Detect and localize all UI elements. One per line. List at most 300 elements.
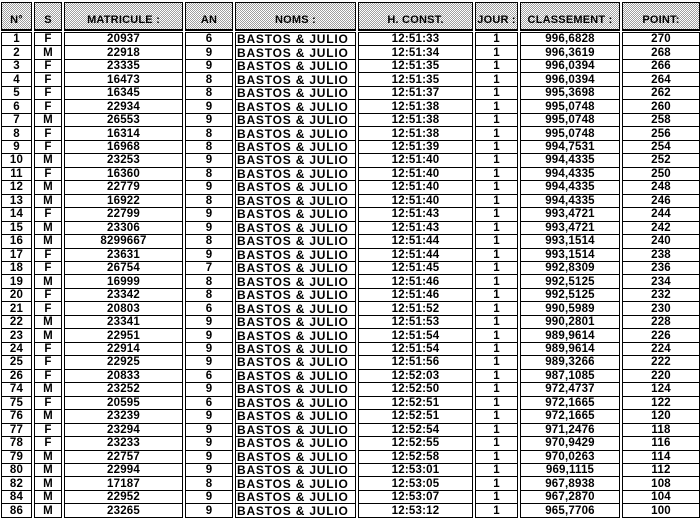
cell-classement-row-82: 967,8938 (521, 476, 619, 489)
cell-classement-row-21: 990,5989 (521, 301, 619, 314)
cell-matricule-row-3: 23335 (65, 59, 182, 72)
cell-an-row-13: 8 (186, 194, 232, 207)
cell-jour-row-7: 1 (476, 113, 517, 126)
cell-matricule-row-24: 22914 (65, 342, 182, 355)
cell-s-row-86: M (35, 503, 61, 516)
cell-hconst-row-21: 12:51:52 (359, 301, 472, 314)
cell-hconst-row-12: 12:51:40 (359, 180, 472, 193)
cell-classement-row-17: 993,1514 (521, 248, 619, 261)
cell-an-row-6: 9 (186, 99, 232, 112)
cell-an-row-82: 8 (186, 476, 232, 489)
cell-s-row-25: F (35, 355, 61, 368)
cell-jour-row-8: 1 (476, 126, 517, 139)
cell-no-row-84: 84 (2, 490, 31, 503)
cell-an-row-21: 6 (186, 301, 232, 314)
cell-point-row-22: 228 (623, 315, 699, 328)
cell-point-row-77: 118 (623, 423, 699, 436)
cell-hconst-row-86: 12:53:12 (359, 503, 472, 516)
cell-noms-row-19: BASTOS & JULIO (236, 274, 355, 287)
cell-classement-row-2: 996,3619 (521, 45, 619, 58)
cell-hconst-row-10: 12:51:40 (359, 153, 472, 166)
cell-classement-row-24: 989,9614 (521, 342, 619, 355)
cell-an-row-84: 9 (186, 490, 232, 503)
cell-hconst-row-77: 12:52:54 (359, 423, 472, 436)
column-body-an (185, 32, 233, 518)
cell-an-row-79: 9 (186, 450, 232, 463)
column-matricule (64, 2, 183, 518)
cell-matricule-row-76: 23239 (65, 409, 182, 422)
cell-point-row-18: 236 (623, 261, 699, 274)
cell-s-row-11: F (35, 167, 61, 180)
cell-classement-row-78: 970,9429 (521, 436, 619, 449)
cell-classement-row-86: 965,7706 (521, 503, 619, 516)
cell-classement-row-26: 987,1085 (521, 369, 619, 382)
cell-no-row-82: 82 (2, 476, 31, 489)
cell-no-row-19: 19 (2, 274, 31, 287)
cell-no-row-23: 23 (2, 328, 31, 341)
cell-classement-row-9: 994,7531 (521, 140, 619, 153)
cell-jour-row-21: 1 (476, 301, 517, 314)
cell-noms-row-82: BASTOS & JULIO (236, 476, 355, 489)
cell-no-row-20: 20 (2, 288, 31, 301)
cell-point-row-23: 226 (623, 328, 699, 341)
cell-no-row-12: 12 (2, 180, 31, 193)
cell-noms-row-5: BASTOS & JULIO (236, 86, 355, 99)
cell-classement-row-84: 967,2870 (521, 490, 619, 503)
cell-classement-row-12: 994,4335 (521, 180, 619, 193)
cell-s-row-77: F (35, 423, 61, 436)
cell-no-row-26: 26 (2, 369, 31, 382)
cell-noms-row-26: BASTOS & JULIO (236, 369, 355, 382)
column-body-point (622, 32, 700, 518)
cell-jour-row-13: 1 (476, 194, 517, 207)
cell-classement-row-75: 972,1665 (521, 396, 619, 409)
cell-jour-row-16: 1 (476, 234, 517, 247)
cell-point-row-10: 252 (623, 153, 699, 166)
cell-classement-row-80: 969,1115 (521, 463, 619, 476)
cell-noms-row-76: BASTOS & JULIO (236, 409, 355, 422)
cell-no-row-21: 21 (2, 301, 31, 314)
cell-jour-row-14: 1 (476, 207, 517, 220)
cell-classement-row-3: 996,0394 (521, 59, 619, 72)
cell-s-row-9: F (35, 140, 61, 153)
cell-an-row-24: 9 (186, 342, 232, 355)
cell-hconst-row-25: 12:51:56 (359, 355, 472, 368)
cell-matricule-row-23: 22951 (65, 328, 182, 341)
cell-jour-row-2: 1 (476, 45, 517, 58)
cell-matricule-row-13: 16922 (65, 194, 182, 207)
cell-s-row-3: F (35, 59, 61, 72)
cell-point-row-11: 250 (623, 167, 699, 180)
cell-point-row-84: 104 (623, 490, 699, 503)
cell-an-row-74: 9 (186, 382, 232, 395)
cell-noms-row-18: BASTOS & JULIO (236, 261, 355, 274)
cell-noms-row-7: BASTOS & JULIO (236, 113, 355, 126)
column-body-noms (235, 32, 356, 518)
cell-point-row-13: 246 (623, 194, 699, 207)
cell-classement-row-15: 993,4721 (521, 221, 619, 234)
column-jour (475, 2, 518, 518)
cell-matricule-row-14: 22799 (65, 207, 182, 220)
cell-no-row-14: 14 (2, 207, 31, 220)
cell-hconst-row-75: 12:52:51 (359, 396, 472, 409)
column-header-jour: JOUR : (475, 2, 518, 31)
column-point (622, 2, 700, 518)
column-body-no (1, 32, 32, 518)
cell-point-row-12: 248 (623, 180, 699, 193)
cell-classement-row-22: 990,2801 (521, 315, 619, 328)
cell-noms-row-84: BASTOS & JULIO (236, 490, 355, 503)
cell-hconst-row-5: 12:51:37 (359, 86, 472, 99)
cell-hconst-row-19: 12:51:46 (359, 274, 472, 287)
cell-s-row-80: M (35, 463, 61, 476)
column-no (1, 2, 32, 518)
cell-hconst-row-17: 12:51:44 (359, 248, 472, 261)
cell-hconst-row-6: 12:51:38 (359, 99, 472, 112)
cell-point-row-25: 222 (623, 355, 699, 368)
cell-matricule-row-84: 22952 (65, 490, 182, 503)
cell-matricule-row-79: 22757 (65, 450, 182, 463)
cell-matricule-row-9: 16968 (65, 140, 182, 153)
cell-an-row-14: 9 (186, 207, 232, 220)
cell-classement-row-77: 971,2476 (521, 423, 619, 436)
cell-s-row-15: M (35, 221, 61, 234)
cell-classement-row-25: 989,3266 (521, 355, 619, 368)
cell-an-row-80: 9 (186, 463, 232, 476)
cell-no-row-16: 16 (2, 234, 31, 247)
cell-jour-row-86: 1 (476, 503, 517, 516)
cell-matricule-row-82: 17187 (65, 476, 182, 489)
cell-noms-row-3: BASTOS & JULIO (236, 59, 355, 72)
cell-point-row-82: 108 (623, 476, 699, 489)
cell-no-row-2: 2 (2, 45, 31, 58)
cell-s-row-78: F (35, 436, 61, 449)
cell-s-row-7: M (35, 113, 61, 126)
cell-matricule-row-5: 16345 (65, 86, 182, 99)
cell-noms-row-17: BASTOS & JULIO (236, 248, 355, 261)
column-hconst (358, 2, 473, 518)
cell-point-row-4: 264 (623, 72, 699, 85)
cell-matricule-row-21: 20803 (65, 301, 182, 314)
cell-point-row-8: 256 (623, 126, 699, 139)
cell-jour-row-9: 1 (476, 140, 517, 153)
cell-s-row-4: F (35, 72, 61, 85)
cell-noms-row-14: BASTOS & JULIO (236, 207, 355, 220)
cell-classement-row-4: 996,0394 (521, 72, 619, 85)
column-header-hconst: H. CONST. (358, 2, 473, 31)
cell-an-row-1: 6 (205, 33, 213, 46)
cell-classement-row-74: 972,4737 (521, 382, 619, 395)
cell-noms-row-21: BASTOS & JULIO (236, 301, 355, 314)
cell-noms-row-15: BASTOS & JULIO (236, 221, 355, 234)
cell-an-row-12: 9 (186, 180, 232, 193)
cell-s-row-12: M (35, 180, 61, 193)
cell-s-row-79: M (35, 450, 61, 463)
cell-noms-row-4: BASTOS & JULIO (236, 72, 355, 85)
cell-hconst-row-84: 12:53:07 (359, 490, 472, 503)
cell-matricule-row-75: 20595 (65, 396, 182, 409)
cell-jour-row-76: 1 (476, 409, 517, 422)
cell-hconst-row-14: 12:51:43 (359, 207, 472, 220)
cell-noms-row-13: BASTOS & JULIO (236, 194, 355, 207)
cell-point-row-86: 100 (623, 503, 699, 516)
cell-classement-row-19: 992,5125 (521, 274, 619, 287)
cell-an-row-26: 6 (186, 369, 232, 382)
column-header-classement: CLASSEMENT : (520, 2, 620, 31)
cell-hconst-row-8: 12:51:38 (359, 126, 472, 139)
cell-noms-row-75: BASTOS & JULIO (236, 396, 355, 409)
cell-hconst-row-4: 12:51:35 (359, 72, 472, 85)
cell-classement-row-10: 994,4335 (521, 153, 619, 166)
cell-an-row-9: 8 (186, 140, 232, 153)
cell-point-row-14: 244 (623, 207, 699, 220)
cell-no-row-25: 25 (2, 355, 31, 368)
cell-jour-row-12: 1 (476, 180, 517, 193)
cell-point-row-6: 260 (623, 99, 699, 112)
cell-classement-row-8: 995,0748 (521, 126, 619, 139)
column-header-noms: NOMS : (235, 2, 356, 31)
cell-point-row-16: 240 (623, 234, 699, 247)
cell-an-row-86: 9 (186, 503, 232, 516)
cell-matricule-row-7: 26553 (65, 113, 182, 126)
cell-hconst-row-16: 12:51:44 (359, 234, 472, 247)
cell-jour-row-77: 1 (476, 423, 517, 436)
cell-s-row-1: F (44, 33, 52, 46)
cell-an-row-20: 8 (186, 288, 232, 301)
cell-point-row-21: 230 (623, 301, 699, 314)
cell-an-row-78: 9 (186, 436, 232, 449)
cell-jour-row-6: 1 (476, 99, 517, 112)
cell-matricule-row-11: 16360 (65, 167, 182, 180)
cell-matricule-row-86: 23265 (65, 503, 182, 516)
cell-jour-row-74: 1 (476, 382, 517, 395)
cell-noms-row-79: BASTOS & JULIO (236, 450, 355, 463)
cell-jour-row-10: 1 (476, 153, 517, 166)
cell-matricule-row-10: 23253 (65, 153, 182, 166)
cell-s-row-82: M (35, 476, 61, 489)
cell-point-row-19: 234 (623, 274, 699, 287)
cell-classement-row-79: 970,0263 (521, 450, 619, 463)
cell-jour-row-25: 1 (476, 355, 517, 368)
cell-hconst-row-2: 12:51:34 (359, 45, 472, 58)
cell-point-row-26: 220 (623, 369, 699, 382)
cell-point-row-78: 116 (623, 436, 699, 449)
cell-hconst-row-1: 12:51:33 (391, 33, 440, 46)
cell-hconst-row-9: 12:51:39 (359, 140, 472, 153)
cell-hconst-row-11: 12:51:40 (359, 167, 472, 180)
column-classement (520, 2, 620, 518)
cell-an-row-8: 8 (186, 126, 232, 139)
cell-jour-row-17: 1 (476, 248, 517, 261)
cell-no-row-77: 77 (2, 423, 31, 436)
cell-an-row-5: 8 (186, 86, 232, 99)
cell-no-row-78: 78 (2, 436, 31, 449)
cell-jour-row-78: 1 (476, 436, 517, 449)
cell-noms-row-11: BASTOS & JULIO (236, 167, 355, 180)
cell-s-row-74: M (35, 382, 61, 395)
cell-classement-row-7: 995,0748 (521, 113, 619, 126)
cell-matricule-row-78: 23233 (65, 436, 182, 449)
cell-matricule-row-18: 26754 (65, 261, 182, 274)
cell-an-row-10: 9 (186, 153, 232, 166)
cell-jour-row-3: 1 (476, 59, 517, 72)
cell-jour-row-22: 1 (476, 315, 517, 328)
cell-noms-row-2: BASTOS & JULIO (236, 45, 355, 58)
column-body-s (34, 32, 62, 518)
cell-matricule-row-12: 22779 (65, 180, 182, 193)
cell-classement-row-6: 995,0748 (521, 99, 619, 112)
column-header-point: POINT: (622, 2, 700, 31)
cell-jour-row-82: 1 (476, 476, 517, 489)
cell-hconst-row-24: 12:51:54 (359, 342, 472, 355)
cell-an-row-77: 9 (186, 423, 232, 436)
cell-noms-row-6: BASTOS & JULIO (236, 99, 355, 112)
cell-hconst-row-18: 12:51:45 (359, 261, 472, 274)
cell-an-row-25: 9 (186, 355, 232, 368)
cell-an-row-16: 8 (186, 234, 232, 247)
cell-an-row-75: 6 (186, 396, 232, 409)
cell-s-row-75: F (35, 396, 61, 409)
cell-hconst-row-20: 12:51:46 (359, 288, 472, 301)
cell-noms-row-24: BASTOS & JULIO (236, 342, 355, 355)
column-body-classement (520, 32, 620, 518)
cell-jour-row-23: 1 (476, 328, 517, 341)
cell-classement-row-14: 993,4721 (521, 207, 619, 220)
cell-hconst-row-15: 12:51:43 (359, 221, 472, 234)
cell-s-row-76: M (35, 409, 61, 422)
cell-jour-row-19: 1 (476, 274, 517, 287)
cell-no-row-4: 4 (2, 72, 31, 85)
column-s (34, 2, 62, 518)
cell-jour-row-20: 1 (476, 288, 517, 301)
cell-noms-row-9: BASTOS & JULIO (236, 140, 355, 153)
cell-noms-row-1: BASTOS & JULIO (237, 33, 349, 46)
cell-noms-row-80: BASTOS & JULIO (236, 463, 355, 476)
cell-no-row-8: 8 (2, 126, 31, 139)
cell-s-row-10: M (35, 153, 61, 166)
cell-point-row-24: 224 (623, 342, 699, 355)
cell-hconst-row-74: 12:52:50 (359, 382, 472, 395)
cell-an-row-18: 7 (186, 261, 232, 274)
cell-no-row-76: 76 (2, 409, 31, 422)
cell-an-row-15: 9 (186, 221, 232, 234)
cell-no-row-5: 5 (2, 86, 31, 99)
cell-no-row-3: 3 (2, 59, 31, 72)
cell-s-row-2: M (35, 45, 61, 58)
cell-no-row-18: 18 (2, 261, 31, 274)
cell-jour-row-26: 1 (476, 369, 517, 382)
cell-noms-row-77: BASTOS & JULIO (236, 423, 355, 436)
cell-noms-row-74: BASTOS & JULIO (236, 382, 355, 395)
cell-noms-row-12: BASTOS & JULIO (236, 180, 355, 193)
cell-matricule-row-2: 22918 (65, 45, 182, 58)
cell-no-row-1: 1 (13, 33, 20, 46)
cell-an-row-11: 8 (186, 167, 232, 180)
cell-hconst-row-7: 12:51:38 (359, 113, 472, 126)
cell-no-row-22: 22 (2, 315, 31, 328)
column-body-hconst (358, 32, 473, 518)
cell-jour-row-4: 1 (476, 72, 517, 85)
column-header-s: S (34, 2, 62, 31)
cell-no-row-74: 74 (2, 382, 31, 395)
cell-matricule-row-17: 23631 (65, 248, 182, 261)
cell-an-row-23: 9 (186, 328, 232, 341)
column-header-an: AN (185, 2, 233, 31)
cell-hconst-row-82: 12:53:05 (359, 476, 472, 489)
cell-hconst-row-76: 12:52:51 (359, 409, 472, 422)
cell-noms-row-16: BASTOS & JULIO (236, 234, 355, 247)
cell-matricule-row-22: 23341 (65, 315, 182, 328)
cell-matricule-row-74: 23252 (65, 382, 182, 395)
cell-no-row-11: 11 (2, 167, 31, 180)
cell-no-row-17: 17 (2, 248, 31, 261)
cell-matricule-row-16: 8299667 (65, 234, 182, 247)
cell-jour-row-5: 1 (476, 86, 517, 99)
cell-point-row-5: 262 (623, 86, 699, 99)
cell-point-row-75: 122 (623, 396, 699, 409)
cell-point-row-17: 238 (623, 248, 699, 261)
cell-matricule-row-77: 23294 (65, 423, 182, 436)
cell-noms-row-8: BASTOS & JULIO (236, 126, 355, 139)
cell-hconst-row-80: 12:53:01 (359, 463, 472, 476)
cell-jour-row-11: 1 (476, 167, 517, 180)
cell-noms-row-25: BASTOS & JULIO (236, 355, 355, 368)
cell-no-row-80: 80 (2, 463, 31, 476)
cell-an-row-2: 9 (186, 45, 232, 58)
cell-no-row-7: 7 (2, 113, 31, 126)
cell-hconst-row-23: 12:51:54 (359, 328, 472, 341)
cell-hconst-row-78: 12:52:55 (359, 436, 472, 449)
cell-classement-row-20: 992,5125 (521, 288, 619, 301)
cell-no-row-10: 10 (2, 153, 31, 166)
cell-matricule-row-6: 22934 (65, 99, 182, 112)
cell-jour-row-75: 1 (476, 396, 517, 409)
cell-matricule-row-26: 20833 (65, 369, 182, 382)
cell-no-row-24: 24 (2, 342, 31, 355)
cell-classement-row-5: 995,3698 (521, 86, 619, 99)
cell-no-row-86: 86 (2, 503, 31, 516)
column-body-matricule (64, 32, 183, 518)
cell-classement-row-13: 994,4335 (521, 194, 619, 207)
cell-point-row-80: 112 (623, 463, 699, 476)
cell-classement-row-76: 972,1665 (521, 409, 619, 422)
cell-an-row-17: 9 (186, 248, 232, 261)
cell-s-row-19: M (35, 274, 61, 287)
cell-classement-row-11: 994,4335 (521, 167, 619, 180)
cell-point-row-7: 258 (623, 113, 699, 126)
cell-point-row-2: 268 (623, 45, 699, 58)
cell-jour-row-84: 1 (476, 490, 517, 503)
cell-noms-row-86: BASTOS & JULIO (236, 503, 355, 516)
cell-s-row-18: F (35, 261, 61, 274)
cell-jour-row-80: 1 (476, 463, 517, 476)
cell-no-row-13: 13 (2, 194, 31, 207)
cell-an-row-3: 9 (186, 59, 232, 72)
cell-noms-row-78: BASTOS & JULIO (236, 436, 355, 449)
cell-classement-row-16: 993,1514 (521, 234, 619, 247)
cell-s-row-20: F (35, 288, 61, 301)
cell-hconst-row-3: 12:51:35 (359, 59, 472, 72)
cell-s-row-8: F (35, 126, 61, 139)
cell-jour-row-24: 1 (476, 342, 517, 355)
cell-classement-row-1: 996,6828 (545, 33, 595, 46)
cell-classement-row-18: 992,8309 (521, 261, 619, 274)
cell-hconst-row-22: 12:51:53 (359, 315, 472, 328)
column-noms (235, 2, 356, 518)
cell-classement-row-23: 989,9614 (521, 328, 619, 341)
cell-s-row-5: F (35, 86, 61, 99)
cell-hconst-row-26: 12:52:03 (359, 369, 472, 382)
